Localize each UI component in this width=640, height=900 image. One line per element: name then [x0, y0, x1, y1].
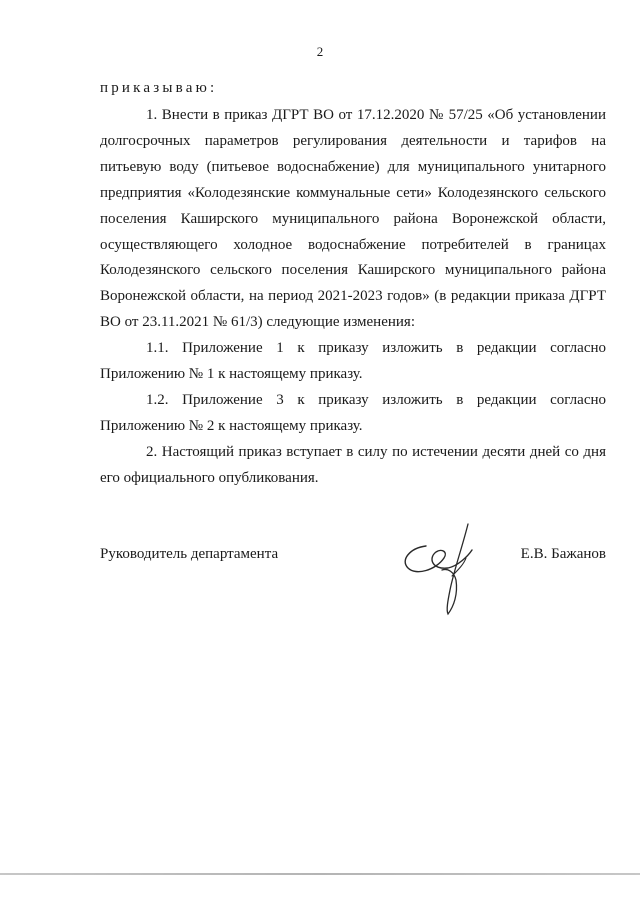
- order-keyword: приказываю:: [100, 80, 218, 96]
- signature-block: [100, 546, 606, 666]
- signatory-position: Руководитель департамента: [100, 546, 279, 562]
- handwritten-signature: [392, 518, 502, 628]
- scan-edge-line: [0, 873, 640, 875]
- paragraph-item-1-2: 1.2. Приложение 3 к приказу изложить в редакции согласно Приложению № 2 к настоящему приказу.: [100, 391, 606, 434]
- page-number: 2: [316, 44, 324, 59]
- paragraph-item-1-1: 1.1. Приложение 1 к приказу изложить в редакции согласно Приложению № 1 к настоящему приказу.: [100, 340, 606, 383]
- order-body: [100, 103, 606, 492]
- paragraph-item-1: 1. Внести в приказ ДГРТ ВО от 17.12.2020 № 57/25 «Об установлении долгосрочных параметров регулирования деятельности и тарифов на питьевую воду (питьевое водоснабжение) для муниципального унитарного предприятия «Колодезянские коммунальные сети» Колодезянского сельского поселения Каширского муниципального района Воронежской области, осуществляющего холодное водоснабжение потребителей в границах Колодезянского сельского поселения Каширского муниципального района Воронежской области, на период 2021-2023 годов» (в редакции приказа ДГРТ ВО от 23.11.2021 № 61/3) следующие изменения:: [100, 107, 606, 331]
- paragraph-item-2: 2. Настоящий приказ вступает в силу по истечении десяти дней со дня его официального опубликования.: [100, 443, 606, 486]
- signatory-name: Е.В. Бажанов: [520, 546, 606, 562]
